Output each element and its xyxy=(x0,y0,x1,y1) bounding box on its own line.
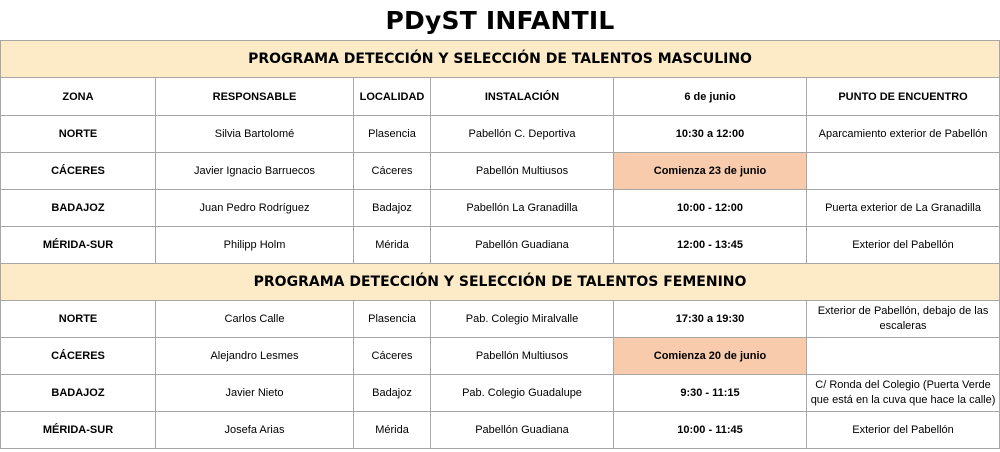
localidad-cell: Plasencia xyxy=(354,116,431,153)
instalacion-cell: Pabellón Guadiana xyxy=(431,227,614,264)
instalacion-cell: Pab. Colegio Guadalupe xyxy=(431,375,614,412)
instalacion-cell: Pabellón Multiusos xyxy=(431,338,614,375)
page-title: PDyST INFANTIL xyxy=(385,6,615,35)
localidad-cell: Cáceres xyxy=(354,153,431,190)
column-header-date: 6 de junio xyxy=(614,78,807,116)
zona-cell: MÉRIDA-SUR xyxy=(1,412,156,449)
zona-cell: CÁCERES xyxy=(1,338,156,375)
horario-cell: 10:30 a 12:00 xyxy=(614,116,807,153)
column-header-responsable: RESPONSABLE xyxy=(156,78,354,116)
horario-cell: Comienza 20 de junio xyxy=(614,338,807,375)
punto-encuentro-cell: Exterior de Pabellón, debajo de las escaleras xyxy=(807,301,1000,338)
horario-cell: 9:30 - 11:15 xyxy=(614,375,807,412)
zona-cell: NORTE xyxy=(1,301,156,338)
horario-cell: 17:30 a 19:30 xyxy=(614,301,807,338)
section-heading: PROGRAMA DETECCIÓN Y SELECCIÓN DE TALENTOS MASCULINO xyxy=(1,41,1000,78)
section-heading: PROGRAMA DETECCIÓN Y SELECCIÓN DE TALENTOS FEMENINO xyxy=(1,264,1000,301)
table-row xyxy=(1,412,1000,449)
responsable-cell: Javier Ignacio Barruecos xyxy=(156,153,354,190)
horario-cell: 12:00 - 13:45 xyxy=(614,227,807,264)
section-header-row xyxy=(1,41,1000,78)
localidad-cell: Badajoz xyxy=(354,190,431,227)
zona-cell: BADAJOZ xyxy=(1,190,156,227)
zona-cell: NORTE xyxy=(1,116,156,153)
instalacion-cell: Pabellón C. Deportiva xyxy=(431,116,614,153)
punto-encuentro-cell: Aparcamiento exterior de Pabellón xyxy=(807,116,1000,153)
punto-encuentro-cell xyxy=(807,338,1000,375)
column-header-row xyxy=(1,78,1000,116)
table-body xyxy=(1,41,1000,449)
localidad-cell: Mérida xyxy=(354,412,431,449)
column-header-zona: ZONA xyxy=(1,78,156,116)
responsable-cell: Javier Nieto xyxy=(156,375,354,412)
table-row xyxy=(1,227,1000,264)
zona-cell: MÉRIDA-SUR xyxy=(1,227,156,264)
localidad-cell: Badajoz xyxy=(354,375,431,412)
table-row xyxy=(1,116,1000,153)
punto-encuentro-cell: Puerta exterior de La Granadilla xyxy=(807,190,1000,227)
section-header-row xyxy=(1,264,1000,301)
column-header-punto: PUNTO DE ENCUENTRO xyxy=(807,78,1000,116)
column-header-localidad: LOCALIDAD xyxy=(354,78,431,116)
instalacion-cell: Pabellón Multiusos xyxy=(431,153,614,190)
zona-cell: BADAJOZ xyxy=(1,375,156,412)
punto-encuentro-cell xyxy=(807,153,1000,190)
localidad-cell: Mérida xyxy=(354,227,431,264)
responsable-cell: Silvia Bartolomé xyxy=(156,116,354,153)
instalacion-cell: Pab. Colegio Miralvalle xyxy=(431,301,614,338)
table-row xyxy=(1,301,1000,338)
punto-encuentro-cell: Exterior del Pabellón xyxy=(807,412,1000,449)
zona-cell: CÁCERES xyxy=(1,153,156,190)
localidad-cell: Plasencia xyxy=(354,301,431,338)
table-row xyxy=(1,375,1000,412)
responsable-cell: Josefa Arias xyxy=(156,412,354,449)
horario-cell: 10:00 - 11:45 xyxy=(614,412,807,449)
table-row xyxy=(1,190,1000,227)
responsable-cell: Carlos Calle xyxy=(156,301,354,338)
column-header-instalacion: INSTALACIÓN xyxy=(431,78,614,116)
localidad-cell: Cáceres xyxy=(354,338,431,375)
punto-encuentro-cell: Exterior del Pabellón xyxy=(807,227,1000,264)
table-row xyxy=(1,153,1000,190)
responsable-cell: Juan Pedro Rodríguez xyxy=(156,190,354,227)
punto-encuentro-cell: C/ Ronda del Colegio (Puerta Verde que está en la cuva que hace la calle) xyxy=(807,375,1000,412)
responsable-cell: Alejandro Lesmes xyxy=(156,338,354,375)
table-row xyxy=(1,338,1000,375)
horario-cell: Comienza 23 de junio xyxy=(614,153,807,190)
instalacion-cell: Pabellón La Granadilla xyxy=(431,190,614,227)
schedule-table xyxy=(0,40,1000,449)
instalacion-cell: Pabellón Guadiana xyxy=(431,412,614,449)
responsable-cell: Philipp Holm xyxy=(156,227,354,264)
horario-cell: 10:00 - 12:00 xyxy=(614,190,807,227)
